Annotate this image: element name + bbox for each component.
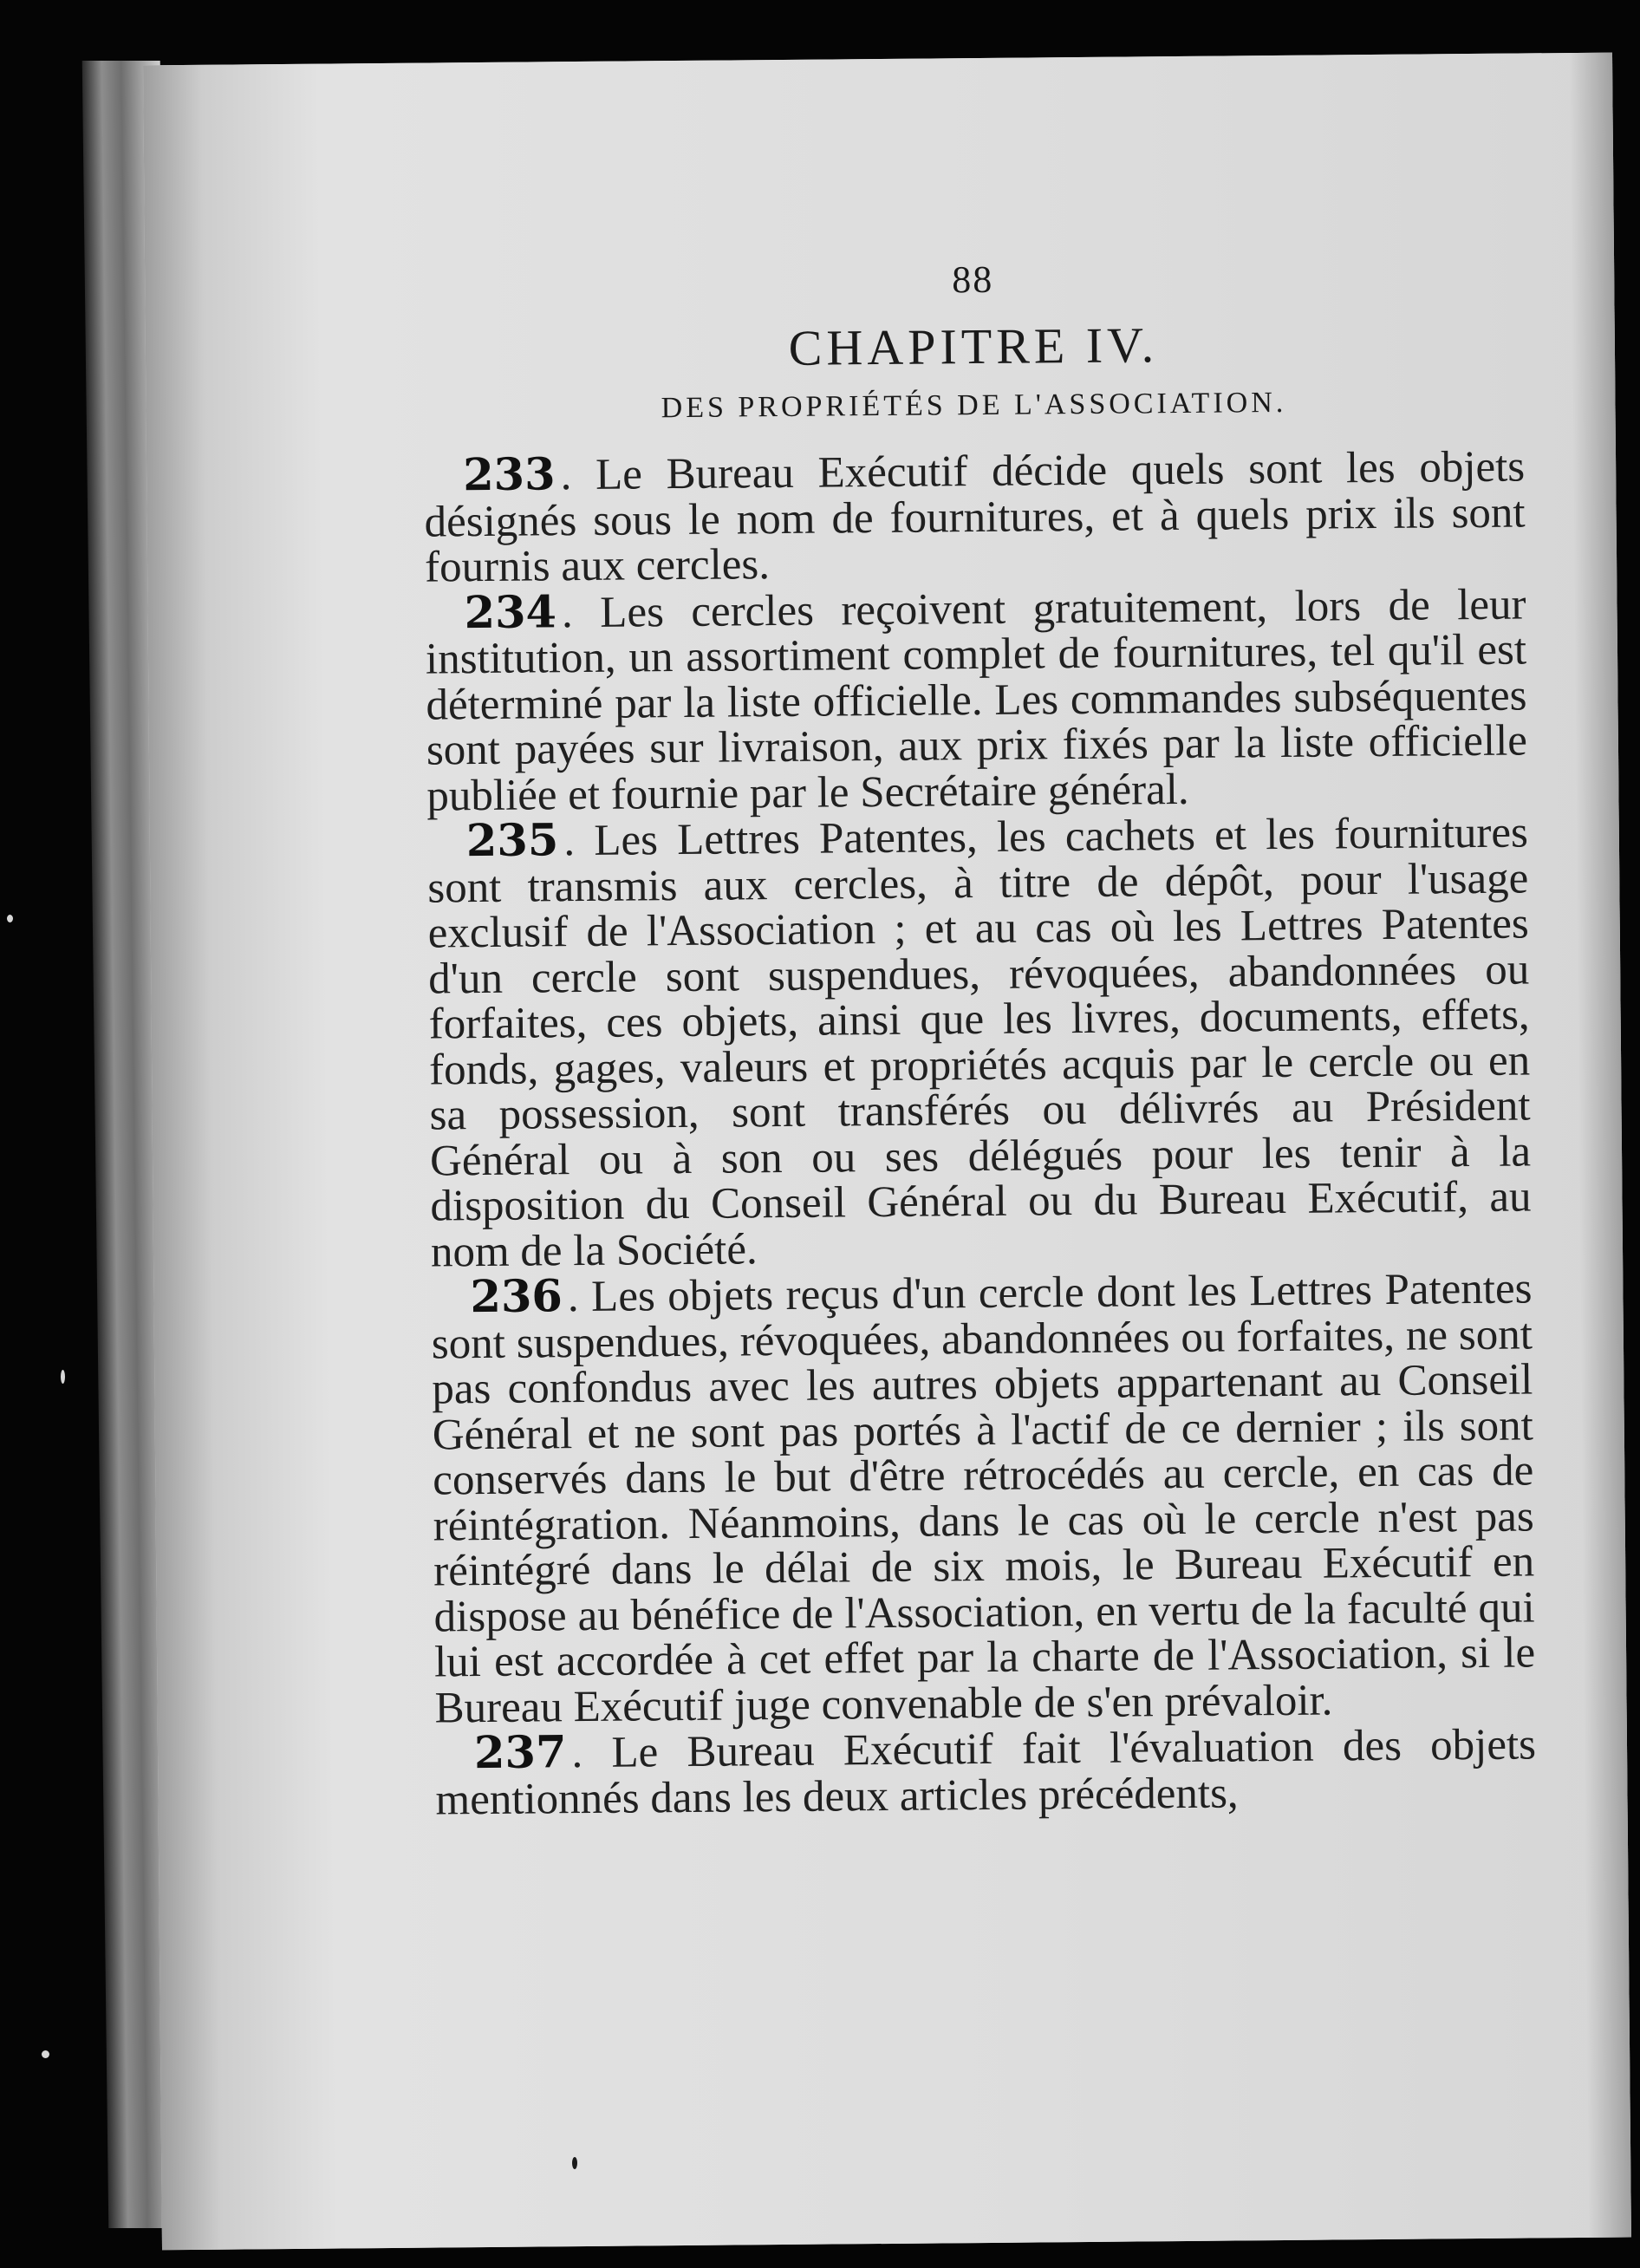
section-title: DES PROPRIÉTÉS DE L'ASSOCIATION. bbox=[661, 386, 1287, 425]
article-text: Les cercles reçoivent gratuitement, lors de leur institution, un assortiment complet de fournitures, tel qu'il est déterminé par la liste officielle. Les commandes subséquentes sont payées sur livraison, aux prix fixés par la liste officielle publiée et fournie par le Secrétaire général. bbox=[425, 579, 1528, 821]
scan-speck bbox=[572, 2157, 577, 2169]
article-235: 235 . Les Lettres Patentes, les cachets et les fournitures sont transmis aux cercles, à titre de dépôt, pour l'usage exclusif de l'Association ; et au cas où les Lettres Patentes d'un cercle sont suspendues, révoquées, abandonnées ou forfaites, ces objets, ainsi que les livres, documents, effets, fonds, gages, valeurs et propriétés acquis par le cercle ou en sa possession, sont transférés ou délivrés au Président Général ou à son ou ses délégués pour les tenir à la disposition du Conseil Général ou du Bureau Exécutif, au nom de la Société. bbox=[427, 808, 1532, 1277]
page-shadow bbox=[1569, 53, 1631, 2238]
article-number: 235 bbox=[465, 814, 559, 868]
article-text: Le Bureau Exécutif fait l'évaluation des objets mentionnés dans les deux articles précédents, bbox=[435, 1720, 1537, 1825]
article-number: 233 bbox=[462, 448, 556, 502]
book-page bbox=[143, 53, 1631, 2251]
article-number: 236 bbox=[470, 1270, 563, 1324]
article-number: 237 bbox=[473, 1726, 567, 1780]
scan-speck bbox=[42, 2050, 49, 2058]
article-text: Le Bureau Exécutif décide quels sont les objets désignés sous le nom de fournitures, et à quels prix ils sont fournis aux cercles. bbox=[424, 442, 1526, 592]
article-237: 237 . Le Bureau Exécutif fait l'évaluation des objets mentionnés dans les deux articles précédents, bbox=[435, 1720, 1537, 1825]
page-content bbox=[422, 253, 1537, 1823]
scan-speck bbox=[61, 1370, 65, 1384]
article-233: 233 . Le Bureau Exécutif décide quels sont les objets désignés sous le nom de fournitures, et à quels prix ils sont fournis aux cercles. bbox=[424, 442, 1526, 592]
chapter-title: CHAPITRE IV. bbox=[788, 316, 1159, 376]
page-number: 88 bbox=[952, 257, 994, 302]
article-236: 236 . Les objets reçus d'un cercle dont les Lettres Patentes sont suspendues, révoquées, abandonnées ou forfaites, ne sont pas confondus avec les autres objets appartenant au Conseil Général et ne sont pas portés à l'actif de ce dernier ; ils sont conservés dans le but d'être rétrocédés au cercle, en cas de réintégration. Néanmoins, dans le cas où le cercle n'est pas réintégré dans le délai de six mois, le Bureau Exécutif en dispose au bénéfice de l'Association, en vertu de la faculté qui lui est accordée à cet effet par la charte de l'Association, si le Bureau Exécutif juge convenable de s'en prévaloir. bbox=[431, 1264, 1536, 1733]
article-text: Les objets reçus d'un cercle dont les Lettres Patentes sont suspendues, révoquées, abandonnées ou forfaites, ne sont pas confondus avec les autres objets appartenant au Conseil Général et ne sont pas portés à l'actif de ce dernier ; ils sont conservés dans le but d'être rétrocédés au cercle, en cas de réintégration. Néanmoins, dans le cas où le cercle n'est pas réintégré dans le délai de six mois, le Bureau Exécutif en dispose au bénéfice de l'Association, en vertu de la faculté qui lui est accordée à cet effet par la charte de l'Association, si le Bureau Exécutif juge convenable de s'en prévaloir. bbox=[431, 1264, 1536, 1733]
article-234: 234 . Les cercles reçoivent gratuitement, lors de leur institution, un assortiment complet de fournitures, tel qu'il est déterminé par la liste officielle. Les commandes subséquentes sont payées sur livraison, aux prix fixés par la liste officielle publiée et fournie par le Secrétaire général. bbox=[425, 579, 1528, 821]
article-number: 234 bbox=[464, 585, 557, 639]
scan-speck bbox=[7, 915, 13, 922]
article-text: Les Lettres Patentes, les cachets et les fournitures sont transmis aux cercles, à titre de dépôt, pour l'usage exclusif de l'Association ; et au cas où les Lettres Patentes d'un cercle sont suspendues, révoquées, abandonnées ou forfaites, ces objets, ainsi que les livres, documents, effets, fonds, gages, valeurs et propriétés acquis par le cercle ou en sa possession, sont transférés ou délivrés au Président Général ou à son ou ses délégués pour les tenir à la disposition du Conseil Général ou du Bureau Exécutif, au nom de la Société. bbox=[427, 808, 1532, 1277]
